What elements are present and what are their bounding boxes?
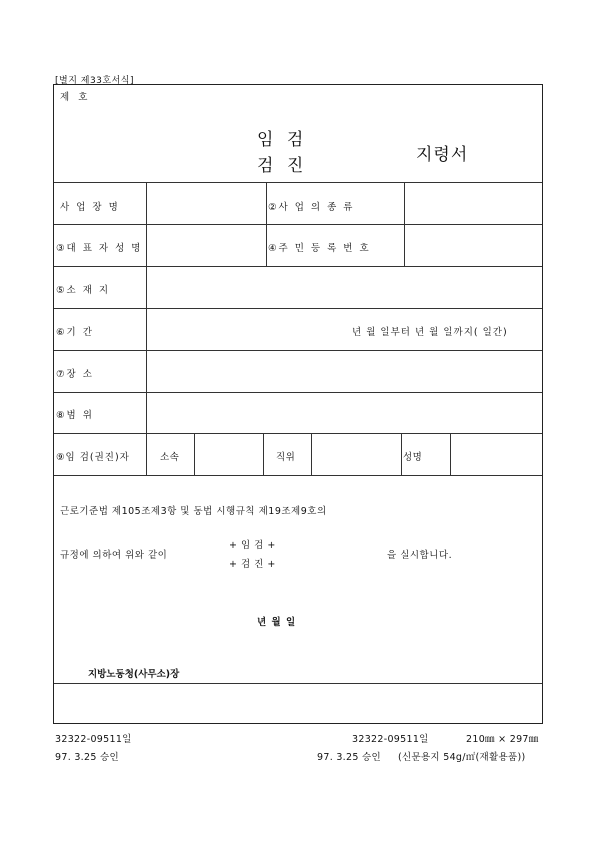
- inspector-label: ⑨임 검(권진)자: [56, 452, 130, 463]
- column-divider: [404, 182, 405, 266]
- footer-approval-right: 97. 3.25 승인: [317, 752, 381, 763]
- issue-date: 년 월 일: [257, 617, 297, 628]
- row-divider: [54, 475, 542, 476]
- name-label: 성명: [403, 452, 423, 463]
- row-divider: [54, 392, 542, 393]
- statute-line: 근로기준법 제105조제3항 및 동법 시행규칙 제19조제9호의: [60, 506, 327, 517]
- row-divider: [54, 433, 542, 434]
- form-sheet: [53, 84, 543, 724]
- row-divider: [54, 350, 542, 351]
- title-line-2: 검 진: [257, 156, 308, 176]
- column-divider: [146, 182, 147, 475]
- title-line-1: 임 검: [257, 130, 308, 150]
- resident-number-label: ④주 민 등 록 번 호: [268, 243, 371, 254]
- row-divider: [54, 683, 542, 684]
- statute-line-suffix: 을 실시합니다.: [387, 550, 453, 561]
- period-value: 년 월 일부터 년 월 일까지( 일간): [352, 327, 508, 338]
- footer-code-left: 32322-09511일: [55, 734, 132, 745]
- affiliation-label: 소속: [160, 452, 180, 463]
- period-label: ⑥기 간: [56, 327, 94, 338]
- row-divider: [54, 224, 542, 225]
- column-divider: [263, 433, 264, 475]
- row-divider: [54, 308, 542, 309]
- column-divider: [401, 433, 402, 475]
- footer-approval-left: 97. 3.25 승인: [55, 752, 119, 763]
- scope-label: ⑧범 위: [56, 410, 94, 421]
- column-divider: [194, 433, 195, 475]
- business-type-label: ②사 업 의 종 류: [268, 202, 355, 213]
- location-label: ⑤소 재 지: [56, 285, 111, 296]
- option-examination: + 검 진 +: [229, 559, 276, 570]
- row-divider: [54, 266, 542, 267]
- option-inspection: + 임 검 +: [229, 540, 276, 551]
- position-label: 직위: [276, 452, 296, 463]
- representative-label: ③대 표 자 성 명: [56, 243, 143, 254]
- footer-paper-size: 210㎜ × 297㎜: [466, 734, 539, 745]
- footer-code-right: 32322-09511일: [352, 734, 429, 745]
- document-number-label: 제 호: [60, 92, 91, 103]
- form-reference: [별지 제33호서식]: [55, 76, 134, 86]
- statute-line-2: 규정에 의하여 위와 같이: [60, 550, 168, 561]
- footer-paper-spec: (신문용지 54g/㎡(재활용품)): [398, 752, 526, 763]
- column-divider: [311, 433, 312, 475]
- issuer-name: 지방노동청(사무소)장: [88, 669, 180, 680]
- workplace-name-label: 사 업 장 명: [60, 202, 120, 213]
- place-label: ⑦장 소: [56, 369, 94, 380]
- row-divider: [54, 182, 542, 183]
- column-divider: [450, 433, 451, 475]
- column-divider: [266, 182, 267, 266]
- title-main: 지령서: [416, 145, 469, 165]
